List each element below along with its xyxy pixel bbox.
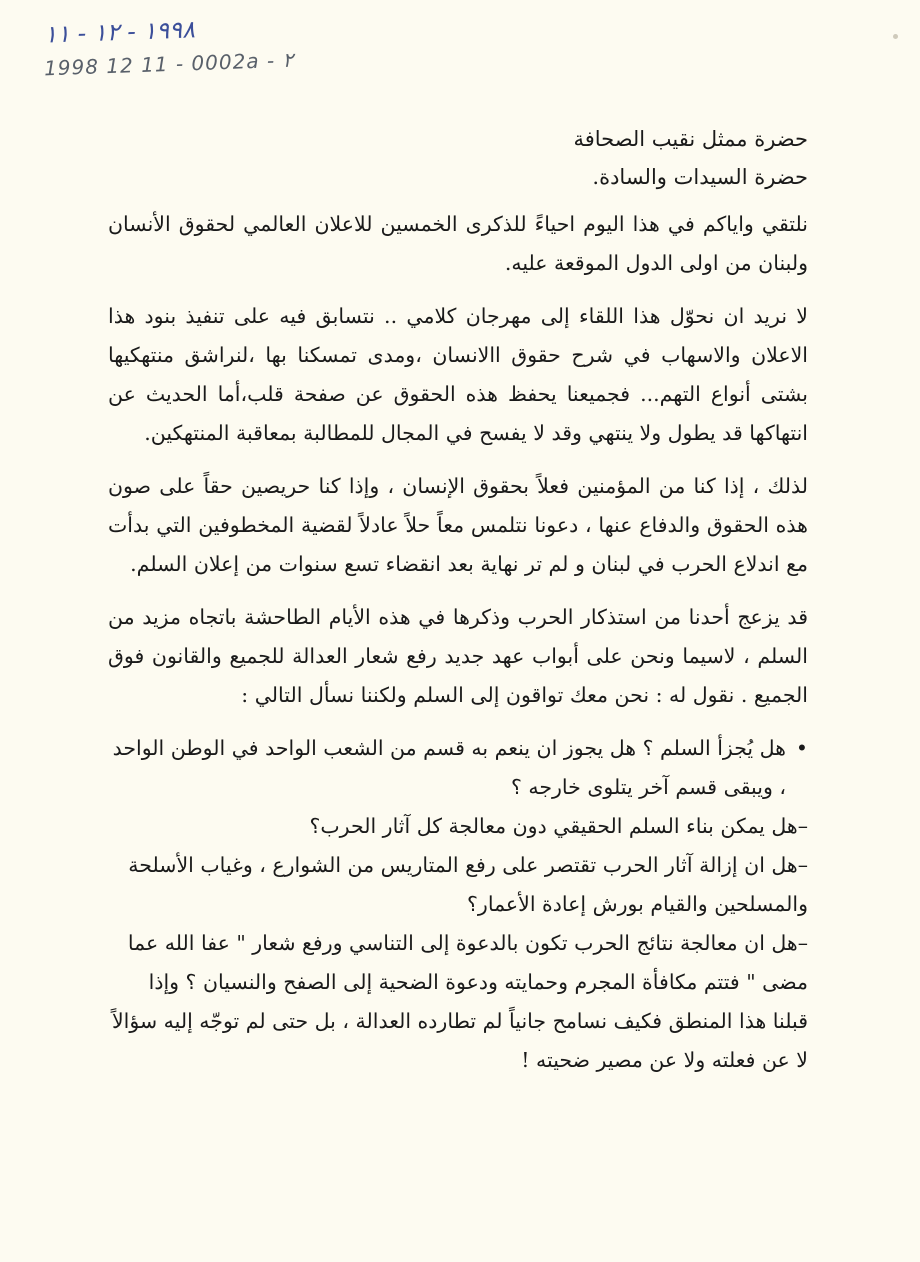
paper-mark xyxy=(893,34,898,39)
paragraph-2: لا نريد ان نحوّل هذا اللقاء إلى مهرجان كلامي .. نتسابق فيه على تنفيذ بنود هذا الاعلان والاسهاب في شرح حقوق االانسان ،ومدى تمسكنا بها ،لنراشق منتهكيها بشتى أنواع التهم... فجميعنا يحفظ هذه الحقوق عن صفحة قلب،أما الحديث عن انتهاكها قد يطول ولا ينتهي وقد لا يفسح في المجال للمطالبة بمعاقبة المنتهكين. xyxy=(108,304,808,445)
question-bullet xyxy=(108,729,808,807)
question-1-text: هل يمكن بناء السلم الحقيقي دون معالجة كل آثار الحرب؟ xyxy=(309,814,798,838)
question-1 xyxy=(108,807,808,846)
handwritten-reference-code: 1998 12 11 - 0002a - ٢ xyxy=(43,47,294,81)
question-3 xyxy=(108,924,808,1080)
bullet-icon: • xyxy=(795,736,808,760)
question-3-text: هل ان معالجة نتائج الحرب تكون بالدعوة إلى التناسي ورفع شعار " عفا الله عما مضى " فتتم مكافأة المجرم وحمايته ودعوة الضحية إلى الصفح والنسيان ؟ وإذا قبلنا هذا المنطق فكيف نسامح جانياً لم تطارده العدالة ، بل حتى لم توجّه إليه سؤالاً لا عن فعلته ولا عن مصير ضحيته ! xyxy=(111,931,808,1072)
greeting-line-1: حضرة ممثل نقيب الصحافة xyxy=(573,127,808,151)
question-2-text: هل ان إزالة آثار الحرب تقتصر على رفع المتاريس من الشوارع ، وغياب الأسلحة والمسلحين والقيام بورش إعادة الأعمار؟ xyxy=(128,853,808,916)
greeting-line-2: حضرة السيدات والسادة. xyxy=(592,165,808,189)
question-bullet-text: هل يُجزأ السلم ؟ هل يجوز ان ينعم به قسم من الشعب الواحد في الوطن الواحد ، ويبقى قسم آخر يتلوى خارجه ؟ xyxy=(112,736,786,799)
dash-icon: – xyxy=(797,931,808,955)
paragraph-1: نلتقي واياكم في هذا اليوم احياءً للذكرى الخمسين للاعلان العالمي لحقوق الأنسان ولبنان من اولى الدول الموقعة عليه. xyxy=(108,212,808,275)
question-2 xyxy=(108,846,808,924)
paragraph-3: لذلك ، إذا كنا من المؤمنين فعلاً بحقوق الإنسان ، وإذا كنا حريصين حقاً على صون هذه الحقوق والدفاع عنها ، دعونا نتلمس معاً حلاً عادلاً لقضية المخطوفين التي بدأت مع اندلاع الحرب في لبنان و لم تر نهاية بعد انقضاء تسع سنوات من إعلان السلم. xyxy=(108,474,808,576)
dash-icon: – xyxy=(797,853,808,877)
handwritten-date-arabic: ١٩٩٨ - ١٢ - ١١ xyxy=(43,15,196,49)
letter-body xyxy=(108,120,808,1080)
paragraph-4: قد يزعج أحدنا من استذكار الحرب وذكرها في هذه الأيام الطاحشة باتجاه مزيد من السلم ، لاسيما ونحن على أبواب عهد جديد رفع شعار العدالة للجميع والقانون فوق الجميع . نقول له : نحن معك تواقون إلى السلم ولكننا نسأل التالي : xyxy=(108,605,808,707)
dash-icon: – xyxy=(797,814,808,838)
